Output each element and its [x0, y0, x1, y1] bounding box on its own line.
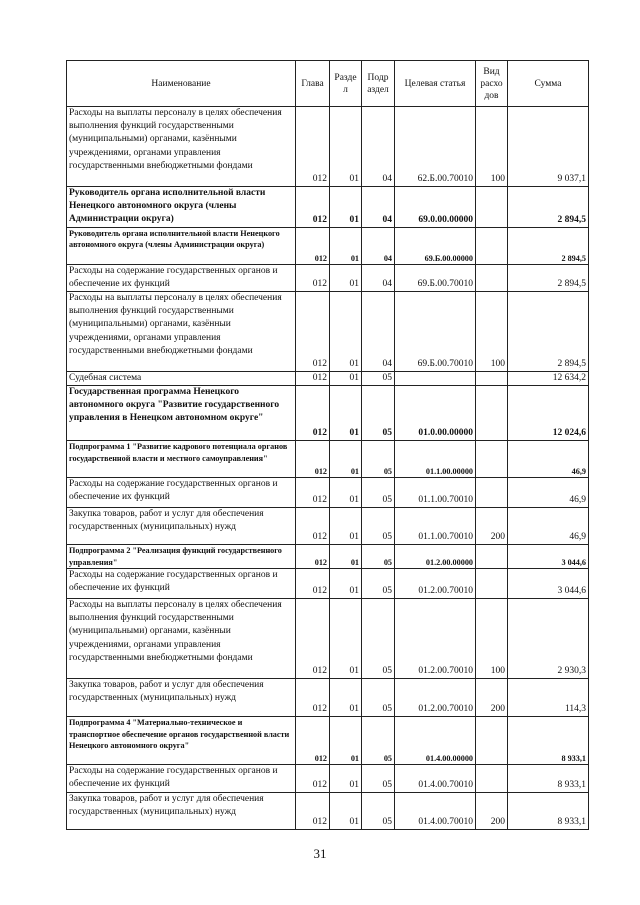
row-subsection: 05	[362, 717, 395, 765]
table-row	[67, 508, 589, 545]
row-subsection: 04	[362, 227, 395, 264]
row-target: 01.1.00.70010	[395, 508, 476, 545]
row-target: 69.Б.00.00000	[395, 227, 476, 264]
row-chapter: 012	[296, 386, 330, 441]
row-target: 62.Б.00.70010	[395, 107, 476, 187]
row-name: Расходы на содержание государственных органов и обеспечение их функций	[67, 264, 296, 291]
row-name: Государственная программа Ненецкого автономного округа "Развитие государственного управления в Ненецком автономном округе"	[67, 386, 296, 441]
row-subsection: 04	[362, 292, 395, 372]
row-section: 01	[330, 227, 362, 264]
row-sum: 2 894,5	[508, 292, 589, 372]
row-type: 200	[476, 508, 508, 545]
table-row	[67, 793, 589, 830]
row-target: 01.0.00.00000	[395, 386, 476, 441]
row-chapter: 012	[296, 569, 330, 599]
row-target: 01.1.00.00000	[395, 441, 476, 478]
row-section: 01	[330, 264, 362, 291]
row-sum: 2 894,5	[508, 187, 589, 228]
row-subsection: 05	[362, 372, 395, 386]
row-target	[395, 372, 476, 386]
page-number: 31	[313, 846, 327, 861]
row-type	[476, 227, 508, 264]
row-sum: 3 044,6	[508, 545, 589, 569]
table-row	[67, 717, 589, 765]
table-row	[67, 679, 589, 717]
row-type	[476, 372, 508, 386]
row-name: Закупка товаров, работ и услуг для обеспечения государственных (муниципальных) нужд	[67, 508, 296, 545]
row-subsection: 04	[362, 187, 395, 228]
row-sum: 46,9	[508, 508, 589, 545]
table-row	[67, 187, 589, 228]
row-sum: 2 930,3	[508, 599, 589, 679]
row-subsection: 05	[362, 386, 395, 441]
row-name: Расходы на содержание государственных органов и обеспечение их функций	[67, 765, 296, 793]
row-section: 01	[330, 187, 362, 228]
row-sum: 46,9	[508, 441, 589, 478]
row-sum: 46,9	[508, 478, 589, 508]
row-sum: 12 024,6	[508, 386, 589, 441]
row-target: 01.2.00.70010	[395, 569, 476, 599]
header-target: Целевая статья	[395, 61, 476, 107]
row-type	[476, 545, 508, 569]
row-section: 01	[330, 478, 362, 508]
header-chapter: Глава	[296, 61, 330, 107]
row-chapter: 012	[296, 793, 330, 830]
row-section: 01	[330, 717, 362, 765]
row-sum: 2 894,5	[508, 264, 589, 291]
row-section: 01	[330, 793, 362, 830]
header-row	[67, 61, 589, 107]
row-chapter: 012	[296, 478, 330, 508]
budget-table	[66, 60, 589, 830]
row-chapter: 012	[296, 508, 330, 545]
row-type	[476, 187, 508, 228]
row-type	[476, 765, 508, 793]
row-subsection: 05	[362, 508, 395, 545]
row-subsection: 05	[362, 569, 395, 599]
table-row	[67, 545, 589, 569]
row-name: Руководитель органа исполнительной власти Ненецкого автономного округа (члены Администрации округа)	[67, 227, 296, 264]
row-target: 01.2.00.70010	[395, 679, 476, 717]
row-sum: 12 634,2	[508, 372, 589, 386]
row-name: Закупка товаров, работ и услуг для обеспечения государственных (муниципальных) нужд	[67, 679, 296, 717]
row-subsection: 05	[362, 599, 395, 679]
row-chapter: 012	[296, 187, 330, 228]
row-type	[476, 264, 508, 291]
row-target: 69.Б.00.70010	[395, 292, 476, 372]
row-sum: 8 933,1	[508, 765, 589, 793]
row-section: 01	[330, 508, 362, 545]
row-sum: 2 894,5	[508, 227, 589, 264]
header-section: Разде л	[330, 61, 362, 107]
row-target: 01.4.00.00000	[395, 717, 476, 765]
row-sum: 8 933,1	[508, 793, 589, 830]
row-type	[476, 717, 508, 765]
table-row	[67, 441, 589, 478]
row-type	[476, 569, 508, 599]
row-chapter: 012	[296, 599, 330, 679]
row-subsection: 04	[362, 264, 395, 291]
row-target: 69.Б.00.70010	[395, 264, 476, 291]
row-target: 01.1.00.70010	[395, 478, 476, 508]
row-subsection: 05	[362, 441, 395, 478]
header-name: Наименование	[67, 61, 296, 107]
row-subsection: 04	[362, 107, 395, 187]
row-name: Расходы на содержание государственных органов и обеспечение их функций	[67, 478, 296, 508]
row-sum: 9 037,1	[508, 107, 589, 187]
row-target: 01.2.00.70010	[395, 599, 476, 679]
row-name: Расходы на выплаты персоналу в целях обеспечения выполнения функций государственными (муниципальными) органами, казёнными учреждениями, органами управления государственными внебюджетными фондами	[67, 107, 296, 187]
row-chapter: 012	[296, 679, 330, 717]
row-sum: 114,3	[508, 679, 589, 717]
row-subsection: 05	[362, 478, 395, 508]
table-row	[67, 765, 589, 793]
row-section: 01	[330, 545, 362, 569]
row-type: 100	[476, 292, 508, 372]
row-type: 200	[476, 679, 508, 717]
row-name: Подпрограмма 2 "Реализация функций государственного управления"	[67, 545, 296, 569]
header-subsection: Подр аздел	[362, 61, 395, 107]
row-subsection: 05	[362, 793, 395, 830]
table-row	[67, 478, 589, 508]
row-section: 01	[330, 569, 362, 599]
row-sum: 3 044,6	[508, 569, 589, 599]
row-sum: 8 933,1	[508, 717, 589, 765]
row-type	[476, 441, 508, 478]
header-expense-type: Вид расхо дов	[476, 61, 508, 107]
row-section: 01	[330, 372, 362, 386]
row-chapter: 012	[296, 107, 330, 187]
row-subsection: 05	[362, 765, 395, 793]
table-row	[67, 372, 589, 386]
row-chapter: 012	[296, 717, 330, 765]
row-name: Закупка товаров, работ и услуг для обеспечения государственных (муниципальных) нужд	[67, 793, 296, 830]
row-target: 01.4.00.70010	[395, 765, 476, 793]
row-name: Расходы на выплаты персоналу в целях обеспечения выполнения функций государственными (муниципальными) органами, казённыи учреждениями, органами управления государственными внебюджетными фондами	[67, 599, 296, 679]
row-chapter: 012	[296, 765, 330, 793]
row-chapter: 012	[296, 441, 330, 478]
row-section: 01	[330, 441, 362, 478]
row-chapter: 012	[296, 372, 330, 386]
row-chapter: 012	[296, 292, 330, 372]
header-sum: Сумма	[508, 61, 589, 107]
table-row	[67, 264, 589, 291]
row-type: 100	[476, 107, 508, 187]
row-section: 01	[330, 679, 362, 717]
row-section: 01	[330, 292, 362, 372]
row-name: Подпрограмма 4 "Материально-техническое и транспортное обеспечение органов государственной власти Ненецкого автономного округа"	[67, 717, 296, 765]
row-section: 01	[330, 599, 362, 679]
row-name: Расходы на содержание государственных органов и обеспечение их функций	[67, 569, 296, 599]
row-name: Подпрограмма 1 "Развитие кадрового потенциала органов государственной власти и местного самоуправления"	[67, 441, 296, 478]
budget-table-container	[66, 60, 588, 830]
row-type	[476, 478, 508, 508]
row-name: Судебная система	[67, 372, 296, 386]
table-row	[67, 599, 589, 679]
row-name: Расходы на выплаты персоналу в целях обеспечения выполнения функций государственными (муниципальными) органами, казённыи учреждениями, органами управления государственными внебюджетными фондами	[67, 292, 296, 372]
row-target: 69.0.00.00000	[395, 187, 476, 228]
row-type	[476, 386, 508, 441]
row-section: 01	[330, 386, 362, 441]
table-row	[67, 107, 589, 187]
row-target: 01.4.00.70010	[395, 793, 476, 830]
row-section: 01	[330, 765, 362, 793]
row-type: 100	[476, 599, 508, 679]
row-subsection: 05	[362, 679, 395, 717]
table-row	[67, 292, 589, 372]
row-chapter: 012	[296, 545, 330, 569]
row-chapter: 012	[296, 227, 330, 264]
row-section: 01	[330, 107, 362, 187]
row-name: Руководитель органа исполнительной власти Ненецкого автономного округа (члены Администрации округа)	[67, 187, 296, 228]
table-row	[67, 227, 589, 264]
table-row	[67, 386, 589, 441]
table-row	[67, 569, 589, 599]
row-subsection: 05	[362, 545, 395, 569]
row-target: 01.2.00.00000	[395, 545, 476, 569]
row-chapter: 012	[296, 264, 330, 291]
row-type: 200	[476, 793, 508, 830]
